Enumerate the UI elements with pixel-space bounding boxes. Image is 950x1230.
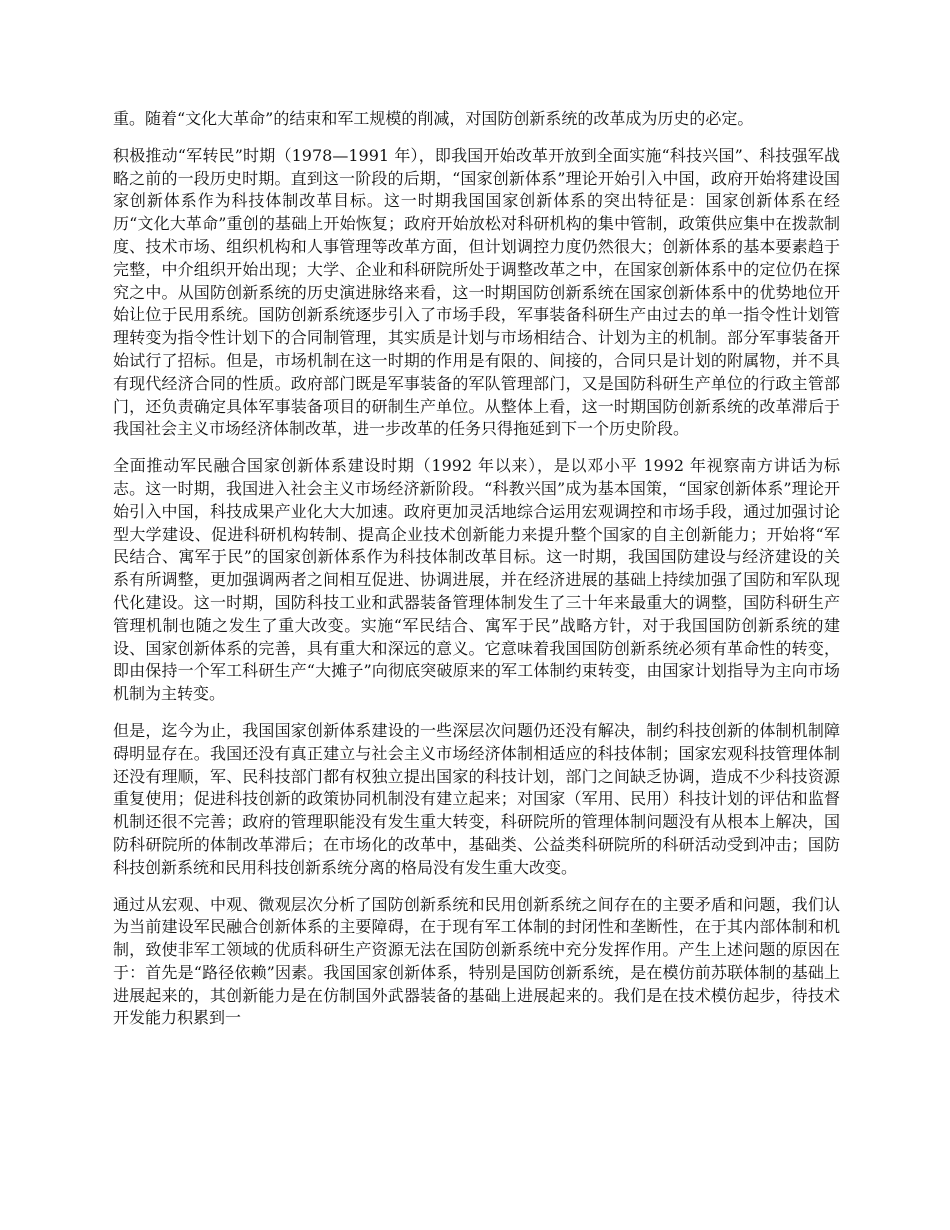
paragraph-5: 通过从宏观、中观、微观层次分析了国防创新系统和民用创新系统之间存在的主要矛盾和问题，我们认为当前建设军民融合创新体系的主要障碍，在于现有军工体制的封闭性和垄断性，在于其内部体制和机制，致使非军工领域的优质科研生产资源无法在国防创新系统中充分发挥作用。产生上述问题的原因在于：首先是“路径依赖”因素。我国国家创新体系，特别是国防创新系统，是在模仿前苏联体制的基础上进展起来的，其创新能力是在仿制国外武器装备的基础上进展起来的。我们是在技术模仿起步，待技术开发能力积累到一 bbox=[113, 894, 840, 1028]
paragraph-4: 但是，迄今为止，我国国家创新体系建设的一些深层次问题仍还没有解决，制约科技创新的体制机制障碍明显存在。我国还没有真正建立与社会主义市场经济体制相适应的科技体制；国家宏观科技管理体制还没有理顺，军、民科技部门都有权独立提出国家的科技计划，部门之间缺乏协调，造成不少科技资源重复使用；促进科技创新的政策协同机制没有建立起来；对国家（军用、民用）科技计划的评估和监督机制还很不完善；政府的管理职能没有发生重大转变，科研院所的管理体制问题没有从根本上解决，国防科研院所的体制改革滞后；在市场化的改革中，基础类、公益类科研院所的科研活动受到冲击；国防科技创新系统和民用科技创新系统分离的格局没有发生重大改变。 bbox=[113, 720, 840, 877]
paragraph-3: 全面推动军民融合国家创新体系建设时期（1992 年以来），是以邓小平 1992 年视察南方讲话为标志。这一时期，我国进入社会主义市场经济新阶段。“科教兴国”成为基本国策，“国家创新体系”理论开始引入中国，科技成果产业化大大加速。政府更加灵活地综合运用宏观调控和市场手段，通过加强讨论型大学建设、促进科研机构转制、提高企业技术创新能力来提升整个国家的自主创新能力；开始将“军民结合、寓军于民”的国家创新体系作为科技体制改革目标。这一时期，我国国防建设与经济建设的关系有所调整，更加强调两者之间相互促进、协调进展，并在经济进展的基础上持续加强了国防和军队现代化建设。这一时期，国防科技工业和武器装备管理体制发生了三十年来最重大的调整，国防科研生产管理机制也随之发生了重大改变。实施“军民结合、寓军于民”战略方针，对于我国国防创新系统的建设、国家创新体系的完善，具有重大和深远的意义。它意味着我国国防创新系统必须有革命性的转变，即由保持一个军工科研生产“大摊子”向彻底突破原来的军工体制约束转变，由国家计划指导为主向市场机制为主转变。 bbox=[113, 456, 840, 704]
document-page bbox=[113, 108, 840, 1044]
paragraph-1: 重。随着“文化大革命”的结束和军工规模的削减，对国防创新系统的改革成为历史的必定。 bbox=[113, 109, 754, 128]
paragraph-2: 积极推动“军转民”时期（1978—1991 年），即我国开始改革开放到全面实施“科技兴国”、科技强军战略之前的一段历史时期。直到这一阶段的后期，“国家创新体系”理论开始引入中国，政府开始将建设国家创新体系作为科技体制改革目标。这一时期我国国家创新体系的突出特征是：国家创新体系在经历“文化大革命”重创的基础上开始恢复；政府开始放松对科研机构的集中管制，政策供应集中在拨款制度、技术市场、组织机构和人事管理等改革方面，但计划调控力度仍然很大；创新体系的基本要素趋于完整，中介组织开始出现；大学、企业和科研院所处于调整改革之中，在国家创新体系中的定位仍在探究之中。从国防创新系统的历史演进脉络来看，这一时期国防创新系统在国家创新体系中的优势地位开始让位于民用系统。国防创新系统逐步引入了市场手段，军事装备科研生产由过去的单一指令性计划管理转变为指令性计划下的合同制管理，其实质是计划与市场相结合、计划为主的机制。部分军事装备开始试行了招标。但是，市场机制在这一时期的作用是有限的、间接的，合同只是计划的附属物，并不具有现代经济合同的性质。政府部门既是军事装备的军队管理部门，又是国防科研生产单位的行政主管部门，还负责确定具体军事装备项目的研制生产单位。从整体上看，这一时期国防创新系统的改革滞后于我国社会主义市场经济体制改革，进一步改革的任务只得拖延到下一个历史阶段。 bbox=[113, 145, 840, 439]
